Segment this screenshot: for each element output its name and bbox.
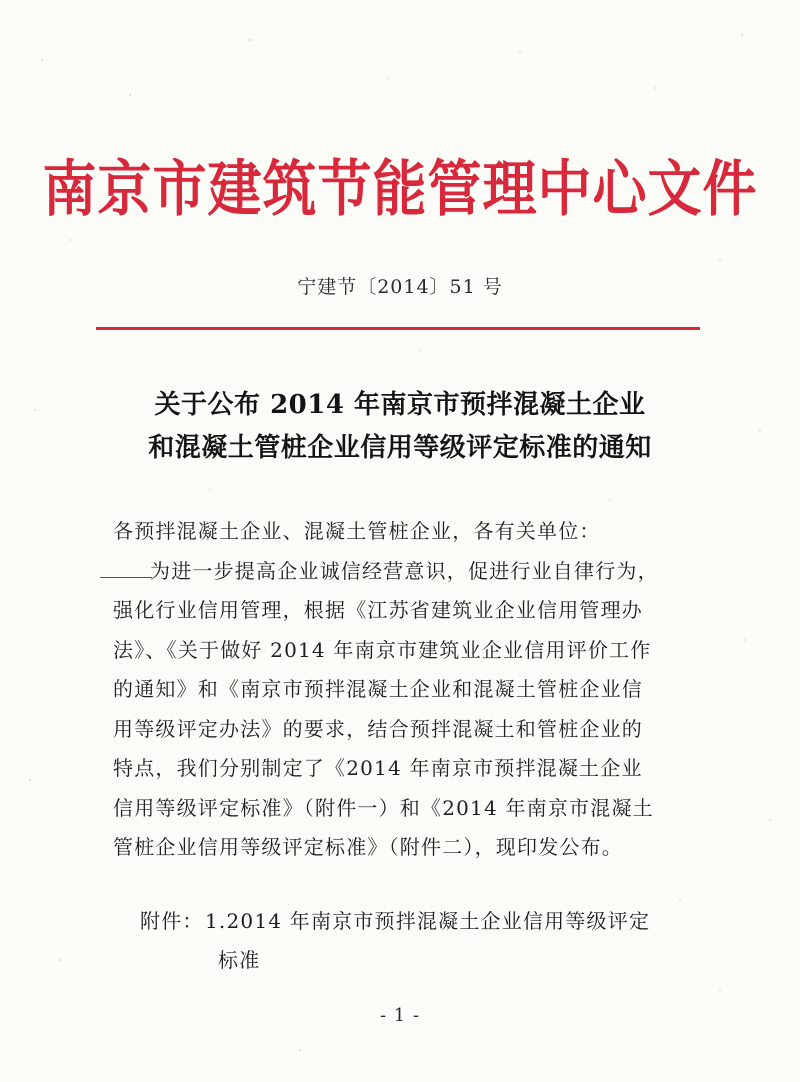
- document-header-title: 南京市建筑节能管理中心文件: [42, 152, 758, 225]
- body-line: 为进一步提高企业诚信经营意识，促进行业自律行为，: [150, 559, 659, 583]
- body-line: 强化行业信用管理，根据《江苏省建筑业企业信用管理办: [113, 598, 643, 622]
- attachment-item-line-2: 标准: [218, 948, 261, 972]
- document-number: 宁建节〔2014〕51 号: [297, 276, 503, 298]
- attachment-item-line-1: 1.2014 年南京市预拌混凝土企业信用等级评定: [205, 909, 651, 933]
- header-divider: [96, 327, 700, 330]
- attachment-label: 附件：: [140, 909, 204, 933]
- page-number: - 1 -: [379, 1005, 421, 1026]
- body-line: 管桩企业信用等级评定标准》（附件二），现印发公布。: [113, 835, 623, 859]
- notice-title-line-2: 和混凝土管桩企业信用等级评定标准的通知: [148, 433, 652, 463]
- notice-title-line-1: 关于公布 2014 年南京市预拌混凝土企业: [154, 390, 646, 420]
- body-line: 用等级评定办法》的要求，结合预拌混凝土和管桩企业的: [113, 717, 643, 741]
- body-line: 信用等级评定标准》（附件一）和《2014 年南京市混凝土: [113, 796, 654, 820]
- indent-underline: [100, 577, 152, 578]
- body-line: 特点，我们分别制定了《2014 年南京市预拌混凝土企业: [113, 756, 643, 780]
- body-line: 的通知》和《南京市预拌混凝土企业和混凝土管桩企业信: [113, 677, 643, 701]
- body-line: 法》、《关于做好 2014 年南京市建筑业企业信用评价工作: [113, 638, 652, 662]
- salutation: 各预拌混凝土企业、混凝土管桩企业，各有关单位：: [113, 519, 601, 543]
